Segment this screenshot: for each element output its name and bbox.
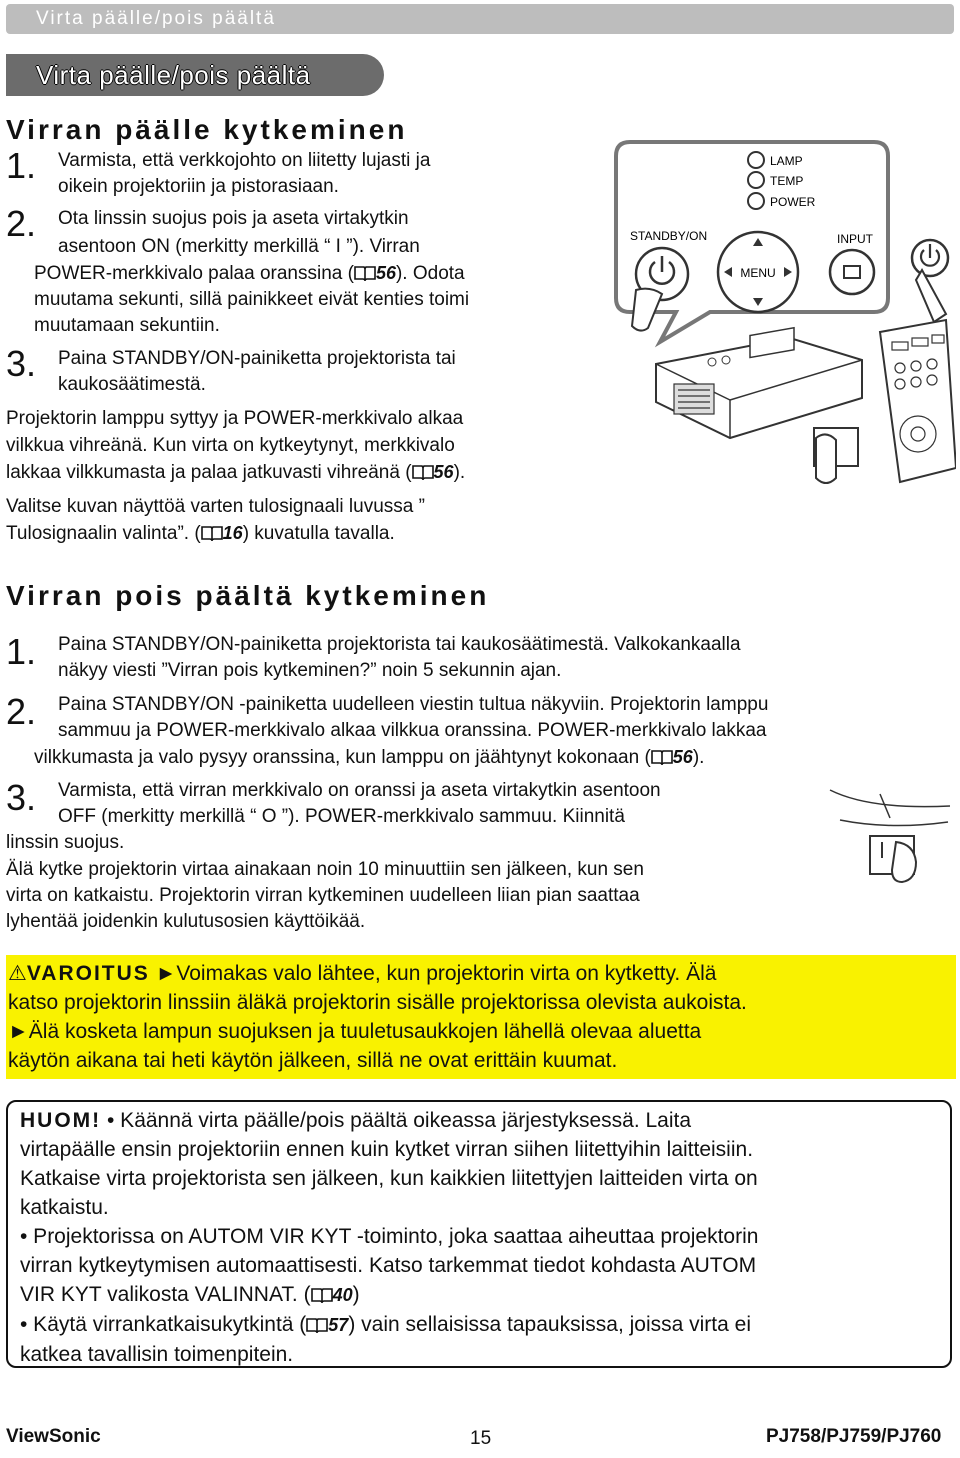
warning-triangle-icon: ⚠	[8, 962, 27, 985]
step-text: muutamaan sekuntiin.	[34, 315, 220, 336]
book-icon	[201, 525, 223, 541]
input-button-icon	[830, 250, 874, 294]
book-icon	[354, 265, 376, 281]
footer-brand: ViewSonic	[6, 1426, 101, 1447]
step-text: näkyy viesti ”Virran pois kytkeminen?” noin 5 sekunnin ajan.	[58, 660, 562, 681]
book-icon	[306, 1317, 328, 1333]
step-text: muutama sekunti, sillä painikkeet eivät kenties toimi	[34, 289, 470, 310]
book-icon	[311, 1287, 333, 1303]
step-text: linssin suojus.	[6, 832, 125, 853]
book-icon	[651, 749, 673, 765]
step-text: Ota linssin suojus pois ja aseta virtakytkin	[58, 208, 409, 229]
menu-label: MENU	[740, 266, 776, 280]
lamp-label: LAMP	[770, 154, 803, 168]
step-text: Paina STANDBY/ON-painiketta projektorista tai	[58, 348, 456, 369]
power-switch-off-illustration	[820, 780, 956, 890]
page-number: 15	[470, 1428, 492, 1449]
step-text: vilkkumasta ja valo pysyy oranssina, kun lamppu on jäähtynyt kokonaan ( 56).	[34, 747, 705, 768]
power-on-heading: Virran päälle kytkeminen	[6, 114, 408, 145]
note-text: HUOM! • Käännä virta päälle/pois päältä oikeassa järjestyksessä. Laita virtapäälle ensin projektoriin ennen kuin kytket virran siihen liitettyihin laitteisiin. Katkaise virta projektorista sen jälkeen, kun kaikkien liitettyjen laitteiden virta on katkaistu. • Projektorissa on AUTOM VIR KYT -toiminto, joka saattaa aiheuttaa projektorin virran kytkeytymisen automaattisesti. Katso tarkemmat tiedot kohdasta AUTOM VIR KYT valikosta VALINNAT. ( 40) • Käytä virrankatkaisukytkintä ( 57) vain sellaisissa tapauksissa, joissa virta ei katkea tavallisin toimenpitein.	[20, 1109, 759, 1366]
step-text: kaukosäätimestä.	[58, 374, 206, 395]
paragraph: lyhentää joidenkin kulutusosien käyttöikää.	[6, 911, 366, 932]
footer-models: PJ758/PJ759/PJ760	[766, 1426, 942, 1447]
paragraph: Valitse kuvan näyttöä varten tulosignaali luvussa ”	[6, 496, 425, 517]
running-title: Virta päälle/pois päältä	[36, 8, 276, 29]
temp-label: TEMP	[770, 174, 804, 188]
section-pill	[6, 54, 384, 96]
step-number: 1.	[6, 631, 37, 672]
running-header	[6, 4, 954, 34]
power-off-heading: Virran pois päältä kytkeminen	[6, 580, 490, 611]
step-text: sammuu ja POWER-merkkivalo alkaa vilkkua oranssina. POWER-merkkivalo lakkaa	[58, 720, 767, 741]
paragraph: Tulosignaalin valinta”. ( 16) kuvatulla tavalla.	[6, 523, 395, 544]
step-text: asentoon ON (merkitty merkillä “ I ”). Virran	[58, 236, 420, 257]
power-indicator-icon	[748, 193, 764, 209]
book-icon	[412, 464, 434, 480]
paragraph: lakkaa vilkkumasta ja palaa jatkuvasti vihreänä ( 56).	[6, 462, 466, 483]
paragraph: vilkkua vihreänä. Kun virta on kytkeytynyt, merkkivalo	[6, 435, 455, 456]
lamp-indicator-icon	[748, 152, 764, 168]
standby-label: STANDBY/ON	[630, 229, 708, 243]
step-number: 2.	[6, 691, 37, 732]
step-text: Varmista, että virran merkkivalo on oranssi ja aseta virtakytkin asentoon	[58, 780, 661, 801]
paragraph: Älä kytke projektorin virtaa ainakaan noin 10 minuuttiin sen jälkeen, kun sen	[6, 859, 644, 880]
power-label: POWER	[770, 195, 816, 209]
step-text: POWER-merkkivalo palaa oranssina ( 56). Odota	[34, 263, 465, 284]
step-text: oikein projektoriin ja pistorasiaan.	[58, 176, 339, 197]
step-number: 3.	[6, 343, 37, 384]
step-text: OFF (merkitty merkillä “ O ”). POWER-merkkivalo sammuu. Kiinnitä	[58, 806, 625, 827]
warning-box	[6, 955, 956, 1079]
paragraph: Projektorin lamppu syttyy ja POWER-merkkivalo alkaa	[6, 408, 464, 429]
control-panel-illustration	[600, 138, 956, 518]
step-text: Paina STANDBY/ON-painiketta projektorista tai kaukosäätimestä. Valkokankaalla	[58, 634, 741, 655]
step-text: Paina STANDBY/ON -painiketta uudelleen viestin tultua näkyviin. Projektorin lamppu	[58, 694, 769, 715]
section-title: Virta päälle/pois päältä	[36, 60, 311, 90]
step-text: Varmista, että verkkojohto on liitetty lujasti ja	[58, 150, 431, 171]
step-number: 2.	[6, 203, 37, 244]
input-label: INPUT	[837, 232, 873, 246]
warning-label: VAROITUS	[26, 962, 150, 985]
temp-indicator-icon	[748, 172, 764, 188]
step-number: 3.	[6, 777, 37, 818]
step-number: 1.	[6, 145, 37, 186]
paragraph: virta on katkaistu. Projektorin virran kytkeminen uudelleen liian pian saattaa	[6, 885, 640, 906]
note-box	[6, 1100, 952, 1368]
note-label: HUOM!	[20, 1109, 102, 1132]
warning-text: ⚠VAROITUS ►Voimakas valo lähtee, kun projektorin virta on kytketty. Älä katso projektorin linssiin äläkä projektorin sisälle projektorissa olevista aukoista. ►Älä kosketa lampun suojuksen ja tuuletusaukkojen lähellä olevaa aluetta käytön aikana tai heti käytön jälkeen, sillä ne ovat erittäin kuumat.	[8, 962, 747, 1072]
